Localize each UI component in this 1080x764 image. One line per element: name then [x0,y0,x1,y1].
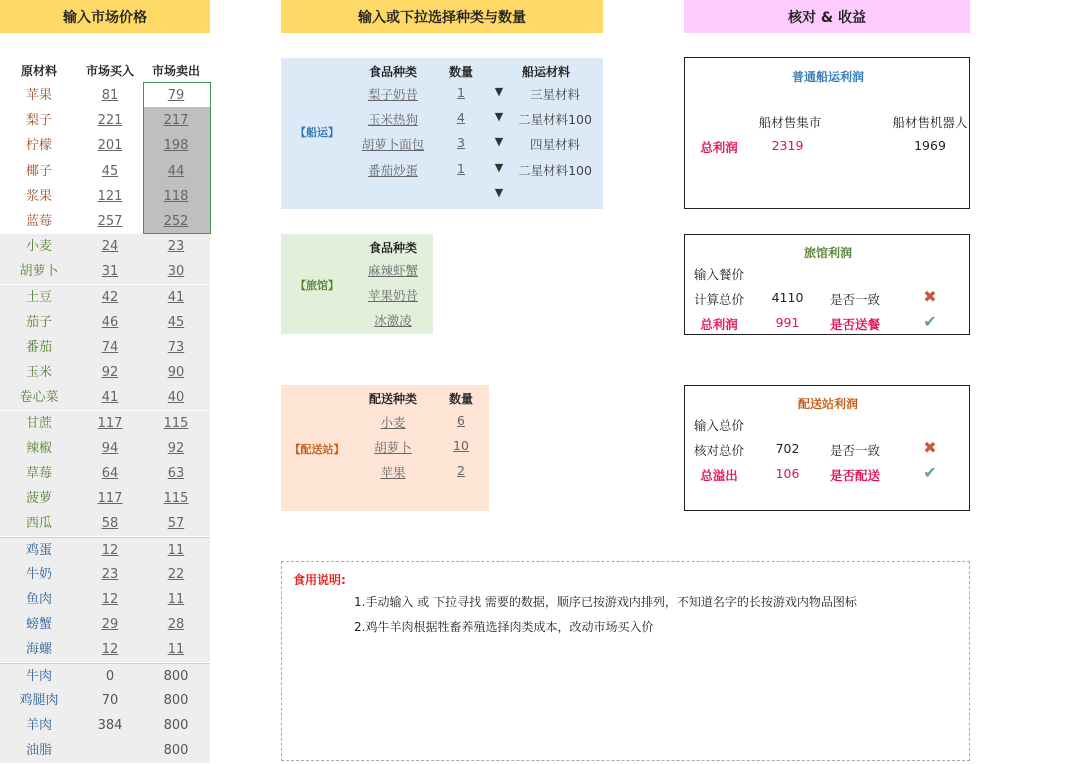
material-name: 牛肉 [25,668,52,684]
ship-col-qty: 数量 [448,65,473,79]
sell-price-input[interactable]: 800 [163,668,189,684]
material-name: 柠檬 [25,138,52,154]
ship-food-select[interactable]: 玉米热狗 [367,112,418,128]
table-row [0,688,210,713]
inn-label-total: 总利润 [700,317,738,332]
dropdown-arrow-icon[interactable]: ▼ [494,185,504,199]
sell-price-input[interactable]: 28 [167,617,185,633]
material-name: 草莓 [25,466,52,481]
delivery-label-check: 核对总价 [693,443,744,458]
sell-price-input[interactable]: 115 [163,491,189,507]
material-name: 羊肉 [25,718,52,733]
material-name: 鸡腿肉 [19,692,59,708]
delivery-value-check: 702 [775,441,800,456]
notes-line-1: 1.手动输入 或 下拉寻找 需要的数据，顺序已按游戏内排列，不知道名字的长按游戏内物品图标 [354,595,857,609]
buy-price-input[interactable]: 12 [101,642,119,658]
delivery-type-select[interactable]: 小麦 [380,415,406,430]
table-row [0,511,210,536]
table-row [0,184,210,209]
sell-price-input[interactable]: 11 [167,542,185,558]
ship-profit-title: 普通船运利润 [791,70,864,84]
buy-price-input[interactable]: 257 [97,214,123,229]
material-name: 土豆 [25,289,52,305]
material-name: 梨子 [25,113,52,129]
inn-panel [281,234,433,334]
ship-material-value: 二星材料100 [518,112,592,128]
col-sell-header: 市场卖出 [151,64,200,78]
table-row [0,335,210,360]
delivery-col-type: 配送种类 [368,392,417,406]
material-name: 番茄 [25,340,52,355]
sell-price-input[interactable]: 800 [163,718,189,733]
sell-price-input[interactable]: 217 [163,113,189,129]
buy-price-input[interactable]: 12 [101,592,119,607]
ship-value-robot: 1969 [914,138,946,153]
buy-price-input[interactable]: 70 [101,692,119,708]
sell-price-input[interactable]: 800 [163,743,189,759]
ship-qty-input[interactable]: 1 [457,85,465,100]
inn-col-food: 食品种类 [368,241,417,255]
inn-food-select[interactable]: 冰激凌 [374,313,412,329]
inn-profit-title: 旅馆利润 [803,246,852,260]
dropdown-arrow-icon[interactable]: ▼ [494,85,504,98]
sell-price-input[interactable]: 63 [167,466,185,481]
delivery-label-overflow: 总溢出 [700,468,738,483]
ship-food-select[interactable]: 梨子奶昔 [367,87,418,102]
inn-label-consistent: 是否一致 [829,292,880,307]
inn-value-total: 991 [775,315,800,330]
material-name: 鸡蛋 [25,542,52,558]
table-row [0,108,210,133]
inn-tag: 【旅馆】 [295,279,339,292]
material-name: 菠萝 [25,491,52,507]
inn-label-gift: 是否送餐 [829,317,880,332]
material-name: 苹果 [25,88,52,103]
ship-panel [281,58,603,209]
delivery-value-overflow: 106 [775,466,800,481]
dropdown-arrow-icon[interactable]: ▼ [494,110,504,124]
table-row [0,310,210,335]
check-icon: ✔ [923,463,937,482]
select-type-header: 输入或下拉选择种类与数量 [281,0,603,33]
delivery-profit-title: 配送站利润 [797,397,858,411]
table-row [0,360,210,385]
buy-price-input[interactable]: 46 [101,314,119,330]
sell-price-input[interactable]: 23 [167,239,185,255]
material-name: 甘蔗 [25,415,52,431]
material-name: 西瓜 [25,516,52,532]
buy-price-input[interactable]: 12 [101,542,119,558]
market-price-header: 输入市场价格 [0,0,210,33]
col-buy-header: 市场买入 [85,64,134,78]
table-row [0,562,210,587]
buy-price-input[interactable]: 74 [101,340,119,355]
delivery-type-select[interactable]: 苹果 [380,465,406,481]
buy-price-input[interactable]: 117 [97,415,123,431]
delivery-label-consistent: 是否一致 [829,443,880,458]
inn-label-calc: 计算总价 [693,292,744,307]
ship-material-value: 四星材料 [529,137,580,153]
table-row [0,436,210,461]
table-row [0,259,210,284]
material-name: 螃蟹 [25,617,52,633]
table-row [0,537,210,563]
sell-price-input[interactable]: 90 [167,365,185,381]
ship-col-material: 船运材料 [521,65,570,79]
buy-price-input[interactable]: 92 [101,365,119,381]
sell-price-input[interactable]: 22 [167,566,185,582]
buy-price-input[interactable]: 0 [105,668,115,684]
material-name: 胡萝卜 [19,264,59,280]
inn-profit-box [684,234,970,335]
sell-price-input[interactable]: 30 [167,264,185,280]
delivery-col-qty: 数量 [448,392,473,406]
table-row [0,234,210,259]
inn-food-select[interactable]: 麻辣虾蟹 [367,263,418,278]
buy-price-input[interactable]: 121 [97,188,123,204]
ship-col-food: 食品种类 [368,65,417,79]
sell-price-input[interactable]: 800 [163,692,189,708]
table-row [0,285,210,310]
buy-price-input[interactable]: 24 [101,239,119,255]
ship-qty-input[interactable]: 3 [457,135,465,151]
buy-price-input[interactable]: 117 [97,491,123,507]
delivery-qty-input[interactable]: 2 [457,463,465,479]
ship-label-market: 船材售集市 [758,115,822,130]
ship-value-market: 2319 [771,138,804,153]
table-row [0,663,210,689]
sell-price-input[interactable]: 45 [167,314,185,330]
buy-price-input[interactable]: 23 [101,566,119,582]
notes-box [281,561,970,761]
delivery-qty-input[interactable]: 6 [457,413,465,428]
ship-qty-input[interactable]: 4 [457,110,465,126]
table-row [0,133,210,158]
buy-price-input[interactable]: 94 [101,440,119,456]
ship-label-total: 总利润 [700,140,738,155]
buy-price-input[interactable]: 384 [97,718,123,733]
table-row [0,738,210,763]
cross-icon: ✖ [923,287,937,306]
col-material-header: 原材料 [20,64,57,78]
buy-price-input[interactable]: 64 [101,466,119,481]
sell-price-input[interactable]: 118 [163,188,189,204]
material-name: 卷心菜 [19,390,59,406]
table-row [0,209,210,234]
buy-price-input[interactable]: 29 [101,617,119,633]
buy-price-input[interactable]: 31 [101,264,119,280]
material-name: 茄子 [25,314,52,330]
delivery-qty-input[interactable]: 10 [453,438,469,454]
sell-price-input[interactable]: 252 [163,214,189,229]
dropdown-arrow-icon[interactable]: ▼ [494,160,504,174]
ship-tag: 【船运】 [295,126,339,139]
ship-profit-box [684,57,970,209]
material-name: 蓝莓 [25,214,52,229]
table-row [0,411,210,436]
ship-material-value: 三星材料 [529,87,580,102]
sell-price-input[interactable]: 79 [167,88,185,103]
material-name: 海螺 [25,642,52,658]
material-name: 鱼肉 [25,592,52,607]
delivery-label-deliver: 是否配送 [829,468,880,483]
table-row [0,486,210,511]
sell-price-input[interactable]: 40 [167,390,185,406]
delivery-tag: 【配送站】 [289,443,345,456]
buy-price-input[interactable]: 42 [101,289,119,305]
ship-material-value: 二星材料100 [518,162,592,178]
buy-price-input[interactable]: 58 [101,516,119,532]
delivery-profit-box [684,385,970,511]
material-name: 浆果 [25,188,52,204]
inn-food-select[interactable]: 苹果奶昔 [367,288,418,304]
table-row [0,83,210,108]
inn-label-input: 输入餐价 [693,267,744,282]
buy-price-input[interactable]: 45 [101,163,119,179]
delivery-label-input: 输入总价 [693,418,744,433]
buy-price-input[interactable]: 201 [97,138,123,154]
table-row [0,461,210,486]
buy-price-input[interactable]: 81 [101,88,119,103]
material-name: 油脂 [25,743,52,759]
sell-price-input[interactable]: 11 [167,592,185,607]
ship-qty-input[interactable]: 1 [457,160,465,176]
notes-line-2: 2.鸡牛羊肉根据牲畜养殖选择肉类成本，改动市场买入价 [354,620,654,634]
material-name: 椰子 [25,163,52,179]
delivery-type-select[interactable]: 胡萝卜 [374,440,412,456]
material-name: 小麦 [25,239,52,255]
sell-price-input[interactable]: 11 [167,642,185,658]
table-row [0,612,210,637]
material-name: 辣椒 [25,440,52,456]
delivery-panel [281,385,489,511]
table-row [0,587,210,612]
sell-price-input[interactable]: 92 [167,440,185,456]
check-icon: ✔ [923,312,937,331]
ship-food-select[interactable]: 番茄炒蛋 [367,162,418,178]
ship-label-robot: 船材售机器人 [892,115,968,130]
material-name: 玉米 [25,365,52,381]
sell-price-input[interactable]: 41 [167,289,185,305]
verify-header: 核对 & 收益 [684,0,970,33]
table-row [0,637,210,662]
sell-price-input[interactable]: 115 [163,415,189,431]
table-row [0,385,210,410]
sell-price-input[interactable]: 44 [167,163,185,179]
ship-food-select[interactable]: 胡萝卜面包 [361,137,425,153]
inn-value-calc: 4110 [771,290,804,305]
notes-title: 食用说明: [293,573,346,587]
dropdown-arrow-icon[interactable]: ▼ [494,135,504,149]
buy-price-input[interactable]: 221 [97,113,123,129]
table-row [0,159,210,184]
material-name: 牛奶 [25,566,52,582]
sell-price-input[interactable]: 57 [167,516,185,532]
cross-icon: ✖ [923,438,937,457]
buy-price-input[interactable]: 41 [101,390,119,406]
sell-price-input[interactable]: 198 [163,138,189,154]
sell-price-input[interactable]: 73 [167,340,185,355]
table-row [0,713,210,738]
